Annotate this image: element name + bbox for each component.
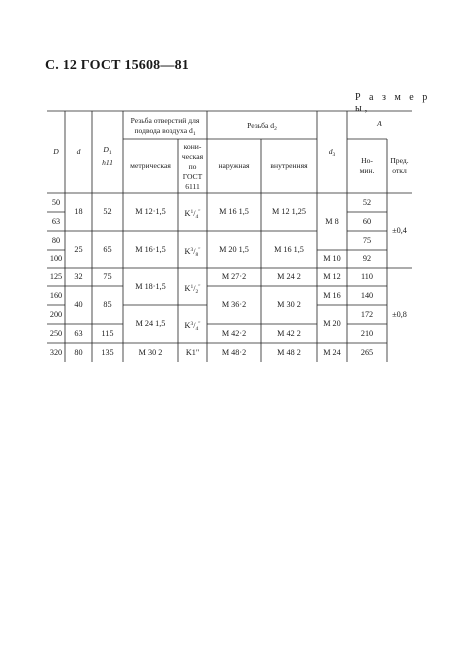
cell-D: 63 [51, 217, 61, 226]
cell-metric-thread: М 12·1,5 [135, 207, 166, 216]
cell-inner-thread: М 12 1,25 [272, 207, 306, 216]
cell-d3: М 24 [323, 348, 341, 357]
cell-D: 100 [49, 254, 63, 263]
cell-outer-thread: М 16 1,5 [219, 207, 249, 216]
cell-outer-thread: М 48·2 [221, 348, 247, 357]
cell-d3: М 10 [323, 254, 341, 263]
cell-d: 80 [74, 348, 83, 357]
cell-D1: 115 [101, 329, 114, 338]
header-thread-d2: Резьба $d_2$ [247, 121, 277, 132]
cell-D1: 135 [101, 348, 114, 357]
cell-outer-thread: М 42·2 [221, 329, 247, 338]
cell-d: 63 [74, 329, 83, 338]
cell-D: 50 [51, 198, 61, 207]
header-deviation: Пред. откл [390, 156, 409, 175]
cell-inner-thread: М 30 2 [277, 300, 301, 309]
cell-d: 18 [74, 207, 83, 216]
cell-nominal: 210 [360, 329, 374, 338]
cell-nominal: 140 [360, 291, 374, 300]
cell-conical-thread: $K^3/_4^"$ [184, 321, 201, 332]
header-inner: внутренняя [270, 161, 308, 170]
cell-metric-thread: М 18·1,5 [135, 282, 166, 291]
cell-nominal: 60 [362, 217, 372, 226]
page-header: С. 12 ГОСТ 15608—81 [45, 58, 189, 73]
dimensions-table [47, 111, 412, 362]
header-outer: наружная [218, 161, 250, 170]
cell-inner-thread: М 42 2 [277, 329, 301, 338]
cell-D: 80 [51, 236, 61, 245]
cell-nominal: 172 [360, 310, 374, 319]
units-note: Р а з м е р ы, [355, 92, 431, 114]
cell-d3: М 12 [323, 272, 341, 281]
cell-D1: 75 [103, 272, 112, 281]
cell-nominal: 75 [362, 236, 372, 245]
header-D1: $D_1$ h11 [102, 145, 113, 167]
cell-outer-thread: М 27·2 [221, 272, 247, 281]
cell-metric-thread: М 24 1,5 [135, 319, 166, 328]
header-nominal: Но- мин. [359, 156, 375, 175]
header-D: D [53, 147, 59, 156]
header-thread-air: Резьба отверстий для подвода воздуха $d_1$ [130, 116, 200, 137]
cell-d: 25 [74, 245, 83, 254]
cell-nominal: 52 [362, 198, 372, 207]
cell-d: 40 [74, 300, 83, 309]
cell-inner-thread: М 48 2 [277, 348, 301, 357]
cell-conical-thread: K1" [185, 348, 200, 357]
cell-d3: М 16 [323, 291, 341, 300]
cell-outer-thread: М 20 1,5 [219, 245, 249, 254]
cell-d3: М 8 [325, 217, 339, 226]
cell-inner-thread: М 16 1,5 [274, 245, 304, 254]
header-A: A [377, 119, 382, 128]
cell-conical-thread: $K^1/_4^"$ [184, 209, 201, 220]
cell-metric-thread: М 30 2 [138, 348, 163, 357]
cell-nominal: 92 [362, 254, 372, 263]
cell-inner-thread: М 24 2 [277, 272, 301, 281]
cell-D1: 85 [103, 300, 112, 309]
header-d: d [76, 147, 81, 156]
cell-D: 320 [49, 348, 63, 357]
cell-outer-thread: М 36·2 [221, 300, 247, 309]
cell-conical-thread: $K^1/_2^"$ [184, 284, 201, 295]
cell-d3: М 20 [323, 319, 341, 328]
cell-nominal: 265 [360, 348, 374, 357]
cell-nominal: 110 [361, 272, 373, 281]
cell-D: 160 [49, 291, 63, 300]
header-metric: метрическая [130, 161, 171, 170]
cell-D1: 52 [103, 207, 112, 216]
cell-metric-thread: М 16·1,5 [135, 245, 166, 254]
header-d3: $d_3$ [328, 147, 336, 158]
cell-d: 32 [74, 272, 83, 281]
cell-conical-thread: $K^3/_8^"$ [184, 247, 201, 258]
cell-D: 200 [49, 310, 63, 319]
cell-deviation: ±0,8 [392, 310, 407, 319]
cell-deviation: ±0,4 [392, 226, 407, 235]
cell-D: 250 [49, 329, 63, 338]
cell-D: 125 [49, 272, 63, 281]
header-conical: кони- ческая по ГОСТ 6111 [181, 142, 204, 191]
cell-D1: 65 [103, 245, 112, 254]
